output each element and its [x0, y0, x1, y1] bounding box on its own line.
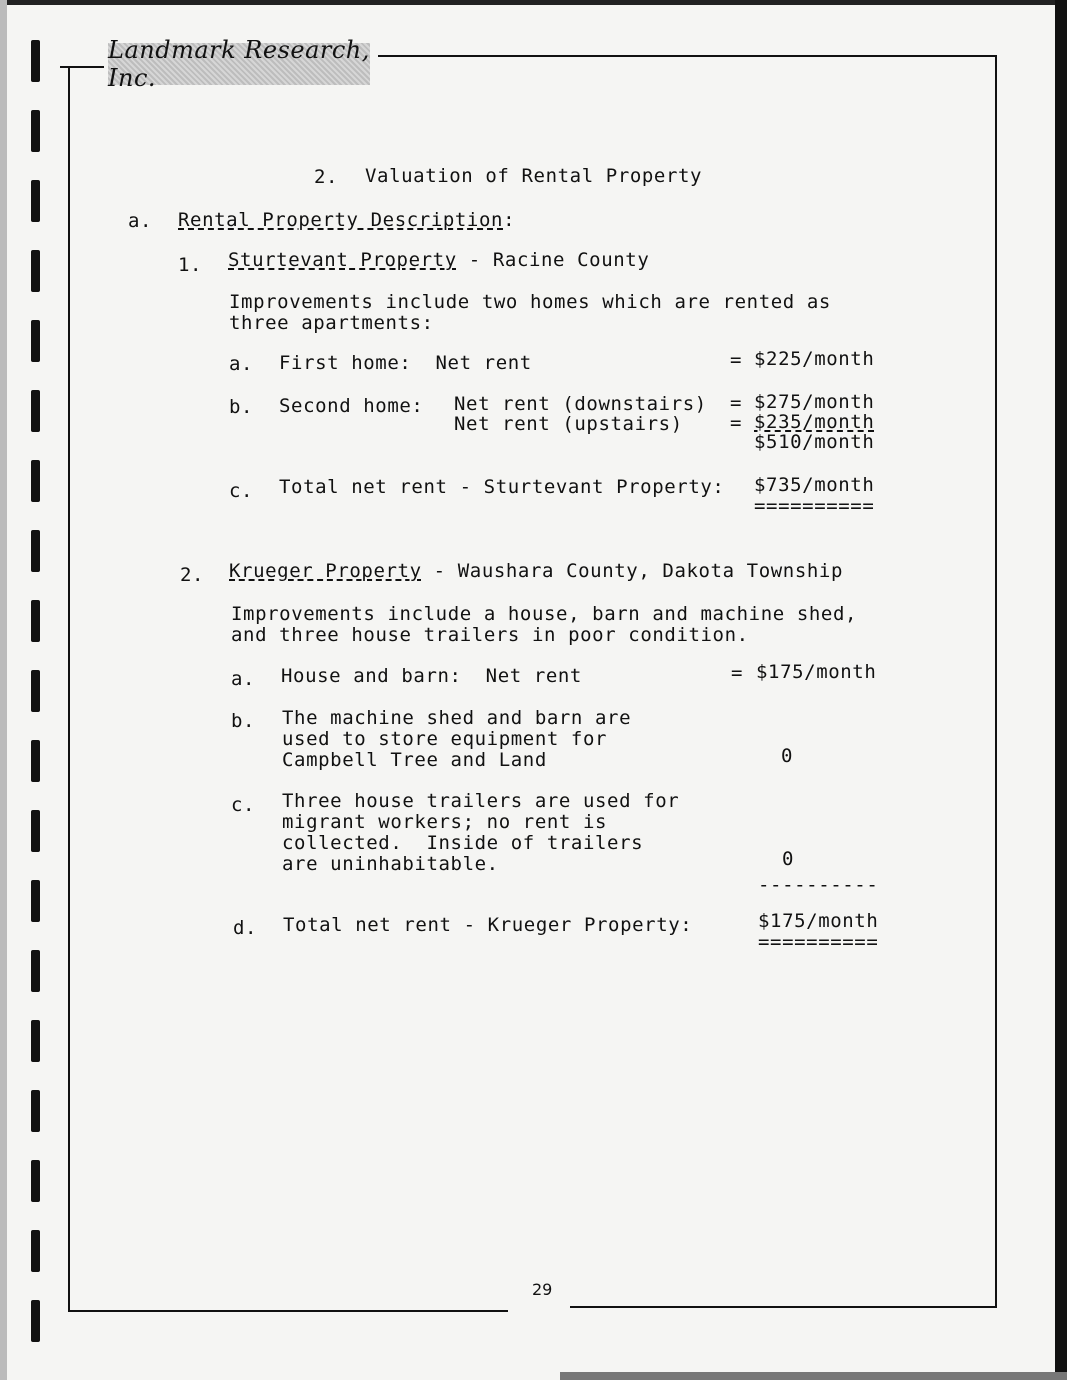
company-logo: Landmark Research, Inc.: [108, 36, 370, 92]
sturtevant-b-label: Second home:: [279, 395, 424, 417]
krueger-d-text: Total net rent - Krueger Property:: [283, 914, 693, 936]
krueger-intro-line1: Improvements include a house, barn and machine shed,: [231, 603, 858, 625]
krueger-name: Krueger Property: [229, 560, 422, 582]
krueger-a-equals: =: [731, 662, 744, 684]
binding-hole: [31, 250, 40, 292]
binding-hole: [31, 670, 40, 712]
krueger-c-line3: collected. Inside of trailers: [282, 832, 644, 854]
sturtevant-b-equals1: =: [730, 392, 743, 414]
binding-hole: [31, 1090, 40, 1132]
part-a-heading-line: [178, 210, 515, 230]
frame-line-bottom-right: [570, 1306, 997, 1308]
krueger-c-line2: migrant workers; no rent is: [282, 811, 608, 833]
krueger-location: - Waushara County, Dakota Township: [421, 560, 843, 582]
krueger-d-marker: d.: [233, 917, 258, 939]
krueger-total-rule: ==========: [758, 931, 879, 953]
section-number: 2.: [314, 166, 339, 188]
binding-hole: [31, 1160, 40, 1202]
frame-line-bottom-left: [68, 1310, 508, 1312]
krueger-b-line1: The machine shed and barn are: [282, 707, 632, 729]
krueger-c-marker: c.: [231, 794, 256, 816]
krueger-b-line3: Campbell Tree and Land: [282, 749, 547, 771]
sturtevant-a-value: $225/month: [754, 348, 875, 370]
part-a-colon: :: [503, 209, 516, 231]
frame-line-top-right: [378, 55, 995, 57]
binding-hole: [31, 110, 40, 152]
sturtevant-number: 1.: [178, 254, 203, 276]
sturtevant-a-text: First home: Net rent: [279, 352, 532, 374]
sturtevant-b-line1: Net rent (downstairs): [454, 393, 707, 415]
sturtevant-b-line2: Net rent (upstairs): [454, 413, 683, 435]
binding-hole: [31, 1230, 40, 1272]
part-a-marker: a.: [128, 210, 153, 232]
krueger-subtotal-rule: ----------: [758, 874, 879, 896]
scan-edge-right: [1055, 0, 1067, 1380]
krueger-a-text: House and barn: Net rent: [281, 665, 582, 687]
binding-hole: [31, 320, 40, 362]
binding-hole: [31, 180, 40, 222]
krueger-c-value: 0: [782, 848, 795, 870]
binding-hole: [31, 460, 40, 502]
binding-hole: [31, 600, 40, 642]
sturtevant-c-value: $735/month: [754, 474, 875, 496]
krueger-number: 2.: [180, 564, 205, 586]
krueger-b-value: 0: [781, 745, 794, 767]
scan-edge-left: [0, 0, 7, 1380]
sturtevant-total-rule: ==========: [754, 495, 875, 517]
sturtevant-intro-line1: Improvements include two homes which are rented as: [229, 291, 831, 313]
sturtevant-b-subtotal: $510/month: [754, 431, 875, 453]
binding-hole: [31, 530, 40, 572]
part-a-heading: Rental Property Description: [178, 209, 504, 231]
sturtevant-heading-line: [228, 250, 649, 270]
binding-hole: [31, 1300, 40, 1342]
binding-hole: [31, 40, 40, 82]
binding-hole: [31, 740, 40, 782]
sturtevant-a-equals: =: [730, 349, 743, 371]
binding-hole: [31, 390, 40, 432]
sturtevant-location: - Racine County: [456, 249, 650, 271]
binding-hole: [31, 880, 40, 922]
scan-edge-bottom: [560, 1372, 1067, 1380]
krueger-intro-line2: and three house trailers in poor condition.: [231, 624, 749, 646]
sturtevant-intro-line2: three apartments:: [229, 312, 434, 334]
krueger-c-line1: Three house trailers are used for: [282, 790, 680, 812]
krueger-a-marker: a.: [231, 668, 256, 690]
sturtevant-name: Sturtevant Property: [228, 249, 457, 271]
scan-edge-top: [0, 0, 1067, 5]
frame-line-top-left: [60, 66, 104, 68]
krueger-b-line2: used to store equipment for: [282, 728, 608, 750]
section-title: Valuation of Rental Property: [365, 165, 703, 187]
krueger-d-value: $175/month: [758, 910, 879, 932]
krueger-heading-line: [229, 561, 843, 581]
binding-hole: [31, 950, 40, 992]
sturtevant-b-value2: $235/month: [754, 411, 875, 433]
page-number: 29: [532, 1280, 553, 1299]
sturtevant-c-marker: c.: [229, 480, 254, 502]
frame-line-left: [68, 66, 70, 1311]
krueger-c-line4: are uninhabitable.: [282, 853, 499, 875]
sturtevant-a-marker: a.: [229, 353, 254, 375]
sturtevant-c-text: Total net rent - Sturtevant Property:: [279, 476, 725, 498]
sturtevant-b-marker: b.: [229, 396, 254, 418]
binding-hole: [31, 810, 40, 852]
frame-line-right: [995, 55, 997, 1306]
sturtevant-b-value1: $275/month: [754, 391, 875, 413]
krueger-a-value: $175/month: [756, 661, 877, 683]
binding-hole: [31, 1020, 40, 1062]
sturtevant-b-equals2: =: [730, 412, 743, 434]
krueger-b-marker: b.: [231, 710, 256, 732]
